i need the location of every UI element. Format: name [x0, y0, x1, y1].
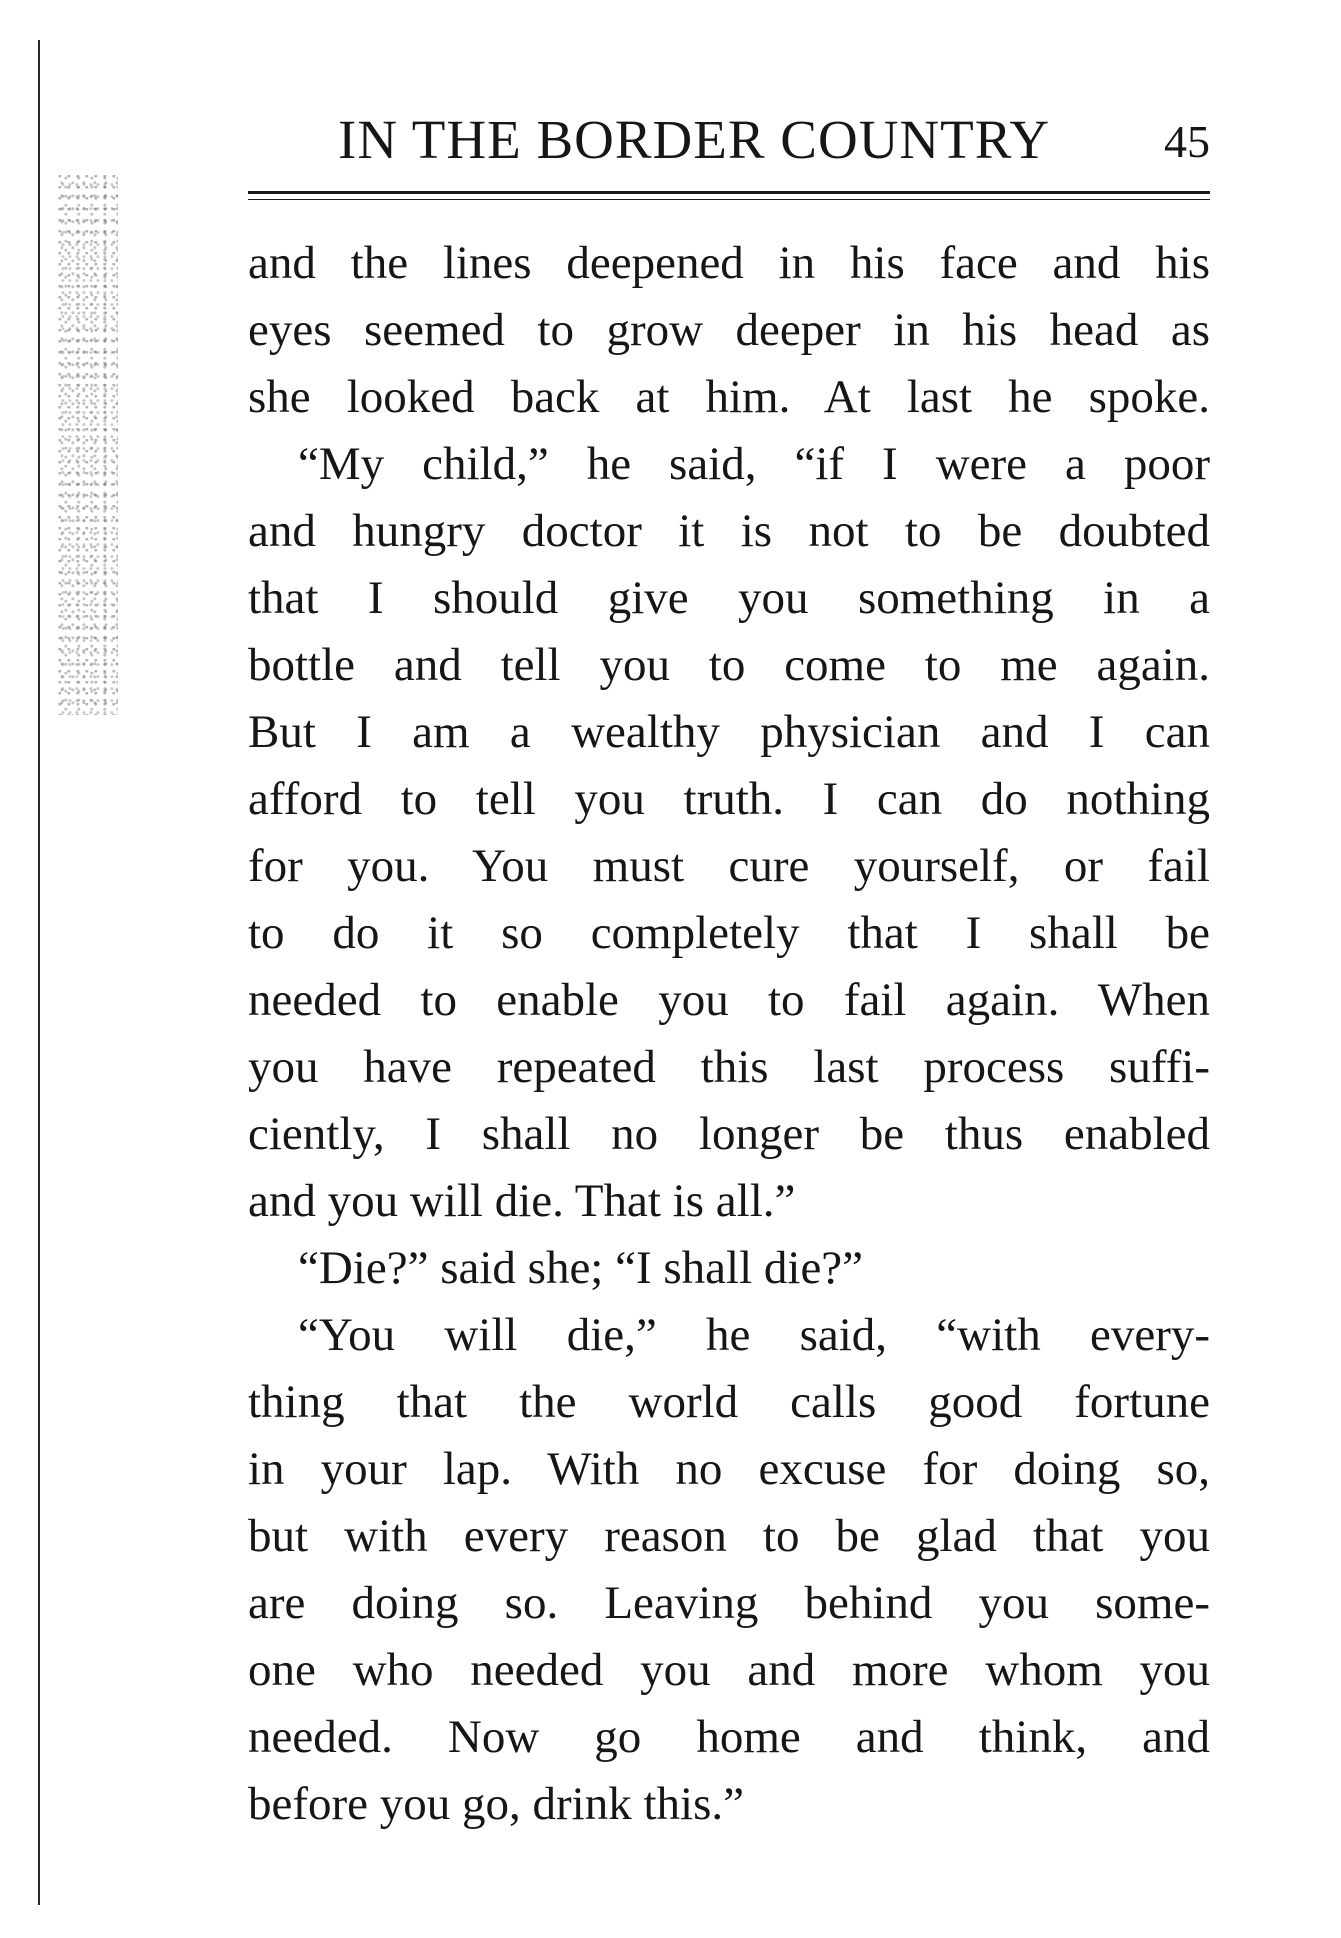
text-line: afford to tell you truth. I can do nothing — [248, 773, 1210, 825]
text-line: to do it so completely that I shall be — [248, 907, 1210, 959]
text-line: “My child,” he said, “if I were a poor — [298, 438, 1210, 490]
text-line: before you go, drink this.” — [248, 1778, 745, 1830]
text-line: are doing so. Leaving behind you some- — [248, 1577, 1210, 1629]
text-line: “You will die,” he said, “with every- — [298, 1309, 1210, 1361]
header-rule-thick — [248, 191, 1210, 194]
text-line: and the lines deepened in his face and his — [248, 237, 1210, 289]
page-edge-line — [38, 40, 40, 1905]
text-line: ciently, I shall no longer be thus enabled — [248, 1108, 1210, 1160]
text-line: eyes seemed to grow deeper in his head as — [248, 304, 1210, 356]
text-line: bottle and tell you to come to me again. — [248, 639, 1210, 691]
text-line: but with every reason to be glad that you — [248, 1510, 1210, 1562]
gutter-speckle — [58, 175, 118, 715]
text-line: that I should give you something in a — [248, 572, 1210, 624]
header-rule-thin — [248, 199, 1210, 200]
text-line: in your lap. With no excuse for doing so, — [248, 1443, 1210, 1495]
text-line: and you will die. That is all.” — [248, 1175, 796, 1227]
text-line: “Die?” said she; “I shall die?” — [298, 1242, 864, 1294]
text-line: for you. You must cure yourself, or fail — [248, 840, 1210, 892]
page-number: 45 — [1164, 116, 1210, 167]
text-line: needed to enable you to fail again. When — [248, 974, 1210, 1026]
text-line: But I am a wealthy physician and I can — [248, 706, 1210, 758]
text-line: needed. Now go home and think, and — [248, 1711, 1210, 1763]
running-head — [248, 105, 1210, 175]
text-line: and hungry doctor it is not to be doubted — [248, 505, 1210, 557]
text-line: you have repeated this last process suffi- — [248, 1041, 1210, 1093]
running-title: IN THE BORDER COUNTRY — [338, 109, 1051, 170]
text-line: she looked back at him. At last he spoke. — [248, 371, 1210, 423]
body-text — [248, 230, 1210, 1838]
text-line: one who needed you and more whom you — [248, 1644, 1210, 1696]
text-line: thing that the world calls good fortune — [248, 1376, 1210, 1428]
